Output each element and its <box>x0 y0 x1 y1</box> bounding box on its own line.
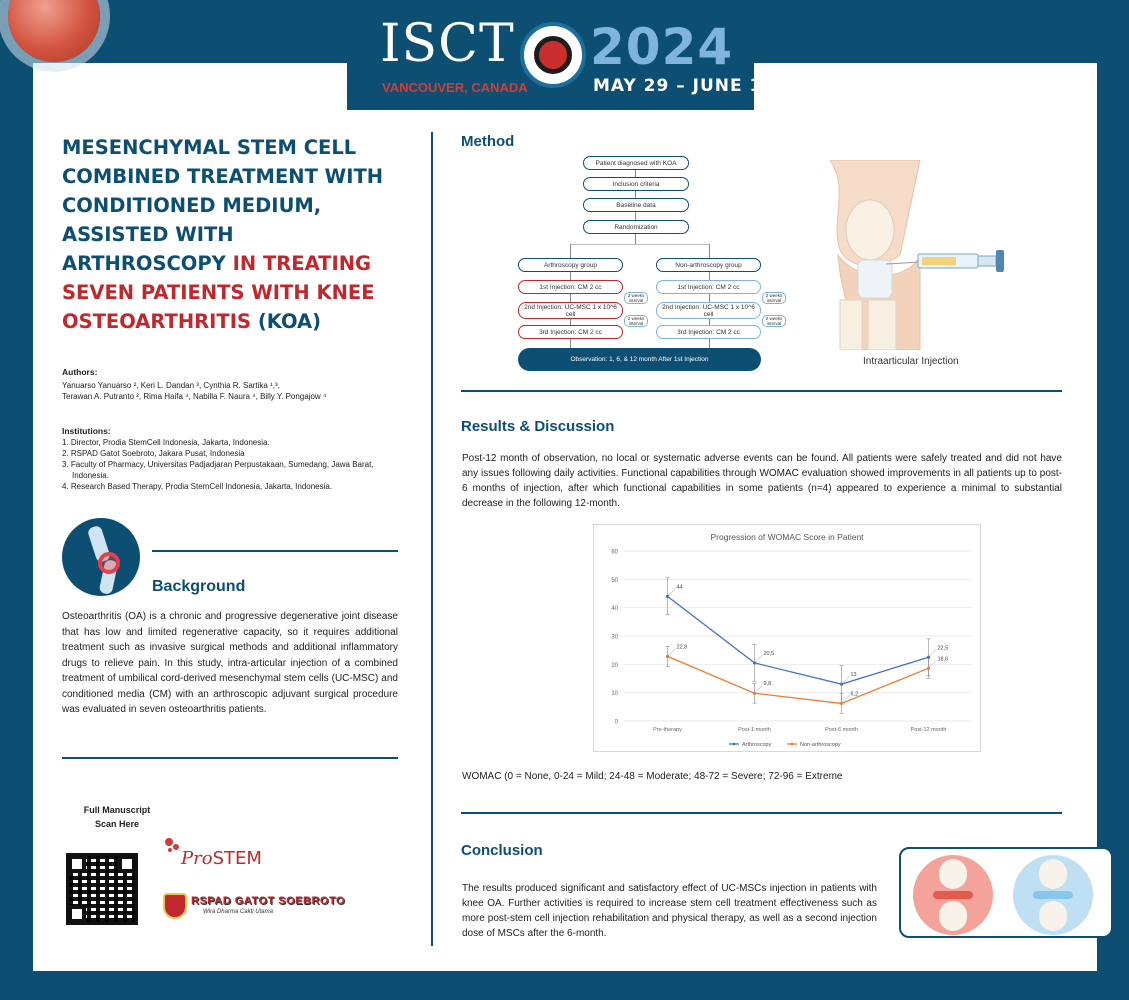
section-divider <box>152 550 398 552</box>
flow-step: Baseline data <box>583 198 689 212</box>
injection-image-caption: Intraarticular Injection <box>863 356 959 367</box>
section-divider <box>461 812 1062 814</box>
chart-title: Progression of WOMAC Score in Patient <box>710 532 864 542</box>
x-tick-label: Post-6 month <box>825 727 858 733</box>
prostem-logo <box>163 836 283 876</box>
data-label: 9,8 <box>763 681 772 688</box>
arthroscopy-injection-1: 1st Injection: CM 2 cc <box>518 280 623 294</box>
conference-dates: MAY 29 – JUNE 1 <box>593 76 763 96</box>
legend-label: Arthroscopy <box>742 742 772 748</box>
arthroscopy-injection-2: 2nd Injection: UC-MSC 1 x 10^6 cell <box>518 302 623 319</box>
data-label: 22,5 <box>937 645 949 652</box>
data-label-leader <box>756 685 763 692</box>
flow-step: Randomization <box>583 220 689 234</box>
title-part-red: IN TREATING SEVEN PATIENTS WITH KNEE OSTEOARTHRITIS <box>62 252 375 333</box>
interval-label: 2 weeks interval <box>762 315 786 327</box>
background-text: Osteoarthritis (OA) is a chronic and progressive degenerative joint disease that has low and limited regenerative capacity, so it requires additional treatment such as invasive surgical methods and additional inflammatory drugs to relieve pain. In this study, intra-articular injection of a combined treatment of umbilical cord-derived mesenchymal stem cells (UC-MSC) and conditioned media (CM) with an arthroscopic adjuvant surgical procedure was evaluated in seven osteoarthritis patients. <box>62 611 398 715</box>
prostem-dots-icon <box>163 836 181 854</box>
data-label-leader <box>930 660 937 667</box>
arthroscopy-group-box: Arthroscopy group <box>518 258 623 272</box>
non-arthroscopy-injection-3: 3rd Injection: CM 2 cc <box>656 325 761 339</box>
y-tick-label: 30 <box>611 634 618 641</box>
series-line-arthroscopy <box>668 596 929 684</box>
rspad-shield-icon <box>163 893 187 919</box>
conference-logo-text: ISCT <box>380 14 515 74</box>
rspad-logo <box>163 893 361 921</box>
method-heading: Method <box>461 133 515 150</box>
series-line-non-arthroscopy <box>668 656 929 703</box>
x-tick-label: Post-1 month <box>738 727 771 733</box>
womac-scale-note: WOMAC (0 = None, 0-24 = Mild; 24-48 = Moderate; 48-72 = Severe; 72-96 = Extreme <box>462 771 843 782</box>
y-tick-label: 50 <box>611 577 618 584</box>
knee-pain-icon <box>62 518 140 596</box>
womac-chart <box>593 524 981 752</box>
title-part-navy: MESENCHYMAL STEM CELL COMBINED TREATMENT WITH CONDITIONED MEDIUM, ASSISTED WITH ARTHROSCOPY <box>62 136 384 275</box>
institution-item: 4. Research Based Therapy, Prodia StemCell Indonesia, Jakarta, Indonesia. <box>62 482 333 491</box>
stem-cell-illustration <box>8 0 100 62</box>
section-divider <box>461 390 1062 392</box>
arthroscopy-injection-3: 3rd Injection: CM 2 cc <box>518 325 623 339</box>
results-text: Post-12 month of observation, no local or systematic adverse events can be found. All patients were safely treated and did not have any issues following daily activities. Functional capabilities through WOMAC evaluation showed improvements in all patients up to post-6 months of injection, after which functional capabilities in some patients (n=4) appeared to experience a minimal to substantial decrease in the following 12-month. <box>462 453 1062 509</box>
data-label: 18,6 <box>937 656 949 663</box>
manuscript-label <box>62 803 172 831</box>
manuscript-label-line: Scan Here <box>94 819 140 829</box>
conference-year: 2024 <box>590 18 734 76</box>
inflamed-joint-icon <box>913 855 993 935</box>
data-label-leader <box>930 649 937 656</box>
data-label-leader <box>669 588 676 595</box>
x-tick-label: Post-12 month <box>910 727 947 733</box>
title-part-abbrev: (KOA) <box>257 310 322 333</box>
authors-line: Yanuarso Yanuarso ², Keri L. Dandan ³, Cynthia R. Sartika ¹,³, <box>62 381 280 390</box>
background-heading: Background <box>152 578 246 595</box>
data-label: 13 <box>850 672 857 679</box>
legend-marker <box>791 743 794 746</box>
data-label: 22,8 <box>676 644 688 651</box>
data-label-leader <box>669 648 676 655</box>
manuscript-label-line: Full Manuscript <box>83 805 151 815</box>
flow-connector <box>570 244 710 245</box>
authors-heading: Authors: <box>62 367 98 377</box>
conclusion-heading: Conclusion <box>461 842 543 859</box>
rspad-logo-name: RSPAD GATOT SOEBROTO <box>191 895 346 907</box>
conference-emblem-icon <box>520 22 586 88</box>
y-tick-label: 0 <box>614 719 618 726</box>
poster-title <box>62 133 392 336</box>
non-arthroscopy-injection-2: 2nd Injection: UC-MSC 1 x 10^6 cell <box>656 302 761 319</box>
flow-step: Inclusion criteria <box>583 177 689 191</box>
flow-connector <box>709 244 710 258</box>
authors-list <box>62 380 392 402</box>
interval-label: 2 weeks interval <box>762 292 786 304</box>
non-arthroscopy-group-box: Non-arthroscopy group <box>656 258 761 272</box>
conference-city: VANCOUVER, CANADA <box>382 80 528 95</box>
legend-label: Non-arthroscopy <box>800 742 841 748</box>
womac-chart-svg <box>594 525 980 751</box>
institutions-heading: Institutions: <box>62 426 111 436</box>
intraarticular-injection-illustration <box>810 160 1030 350</box>
non-arthroscopy-injection-1: 1st Injection: CM 2 cc <box>656 280 761 294</box>
institution-item: 2. RSPAD Gatot Soebroto, Jakara Pusat, Indonesia <box>62 449 245 458</box>
section-divider <box>62 757 398 759</box>
y-tick-label: 40 <box>611 606 618 613</box>
institution-item: 3. Faculty of Pharmacy, Universitas Padjadjaran Perpustakaan, Sumedang, Jawa Barat, Indonesia. <box>62 460 374 480</box>
data-label: 20,5 <box>763 650 775 657</box>
conclusion-text: The results produced significant and satisfactory effect of UC-MSCs injection in patients with knee OA. Further activities is required to increase stem cell treatment effectiveness such as more post-stem cell injection rehabilitation and physical therapy, as well as a second injection dose of MSCs after the 6-month. <box>462 883 877 939</box>
interval-label: 2 weeks interval <box>624 315 648 327</box>
prostem-logo-text: ProSTEM <box>181 848 262 869</box>
flow-step: Patient diagnosed with KOA <box>583 156 689 170</box>
institutions-list <box>62 437 392 492</box>
authors-line: Terawan A. Putranto ², Rima Haifa ⁴, Nabilla F. Naura ⁴, Billy Y. Pongajow ⁴ <box>62 392 327 401</box>
data-label: 44 <box>676 584 683 591</box>
data-label-leader <box>756 655 763 662</box>
column-divider <box>431 132 433 946</box>
rspad-logo-motto: Wira Dharma Cakti Utama <box>203 909 273 915</box>
legend-marker <box>733 743 736 746</box>
interval-label: 2 weeks interval <box>624 292 648 304</box>
data-label: 6,2 <box>850 691 859 698</box>
y-tick-label: 10 <box>611 691 618 698</box>
x-tick-label: Pre-therapy <box>653 727 682 733</box>
results-heading: Results & Discussion <box>461 418 615 435</box>
institution-item: 1. Director, Prodia StemCell Indonesia, Jakarta, Indonesia. <box>62 438 270 447</box>
observation-box: Observation: 1, 6, & 12 month After 1st Injection <box>518 348 761 371</box>
bottom-band <box>0 971 1129 1000</box>
y-tick-label: 20 <box>611 662 618 669</box>
knee-joint-comparison-illustration <box>899 847 1113 938</box>
y-tick-label: 60 <box>611 549 618 556</box>
healthy-joint-icon <box>1013 855 1093 935</box>
qr-code[interactable] <box>66 853 138 925</box>
flow-connector <box>570 244 571 258</box>
